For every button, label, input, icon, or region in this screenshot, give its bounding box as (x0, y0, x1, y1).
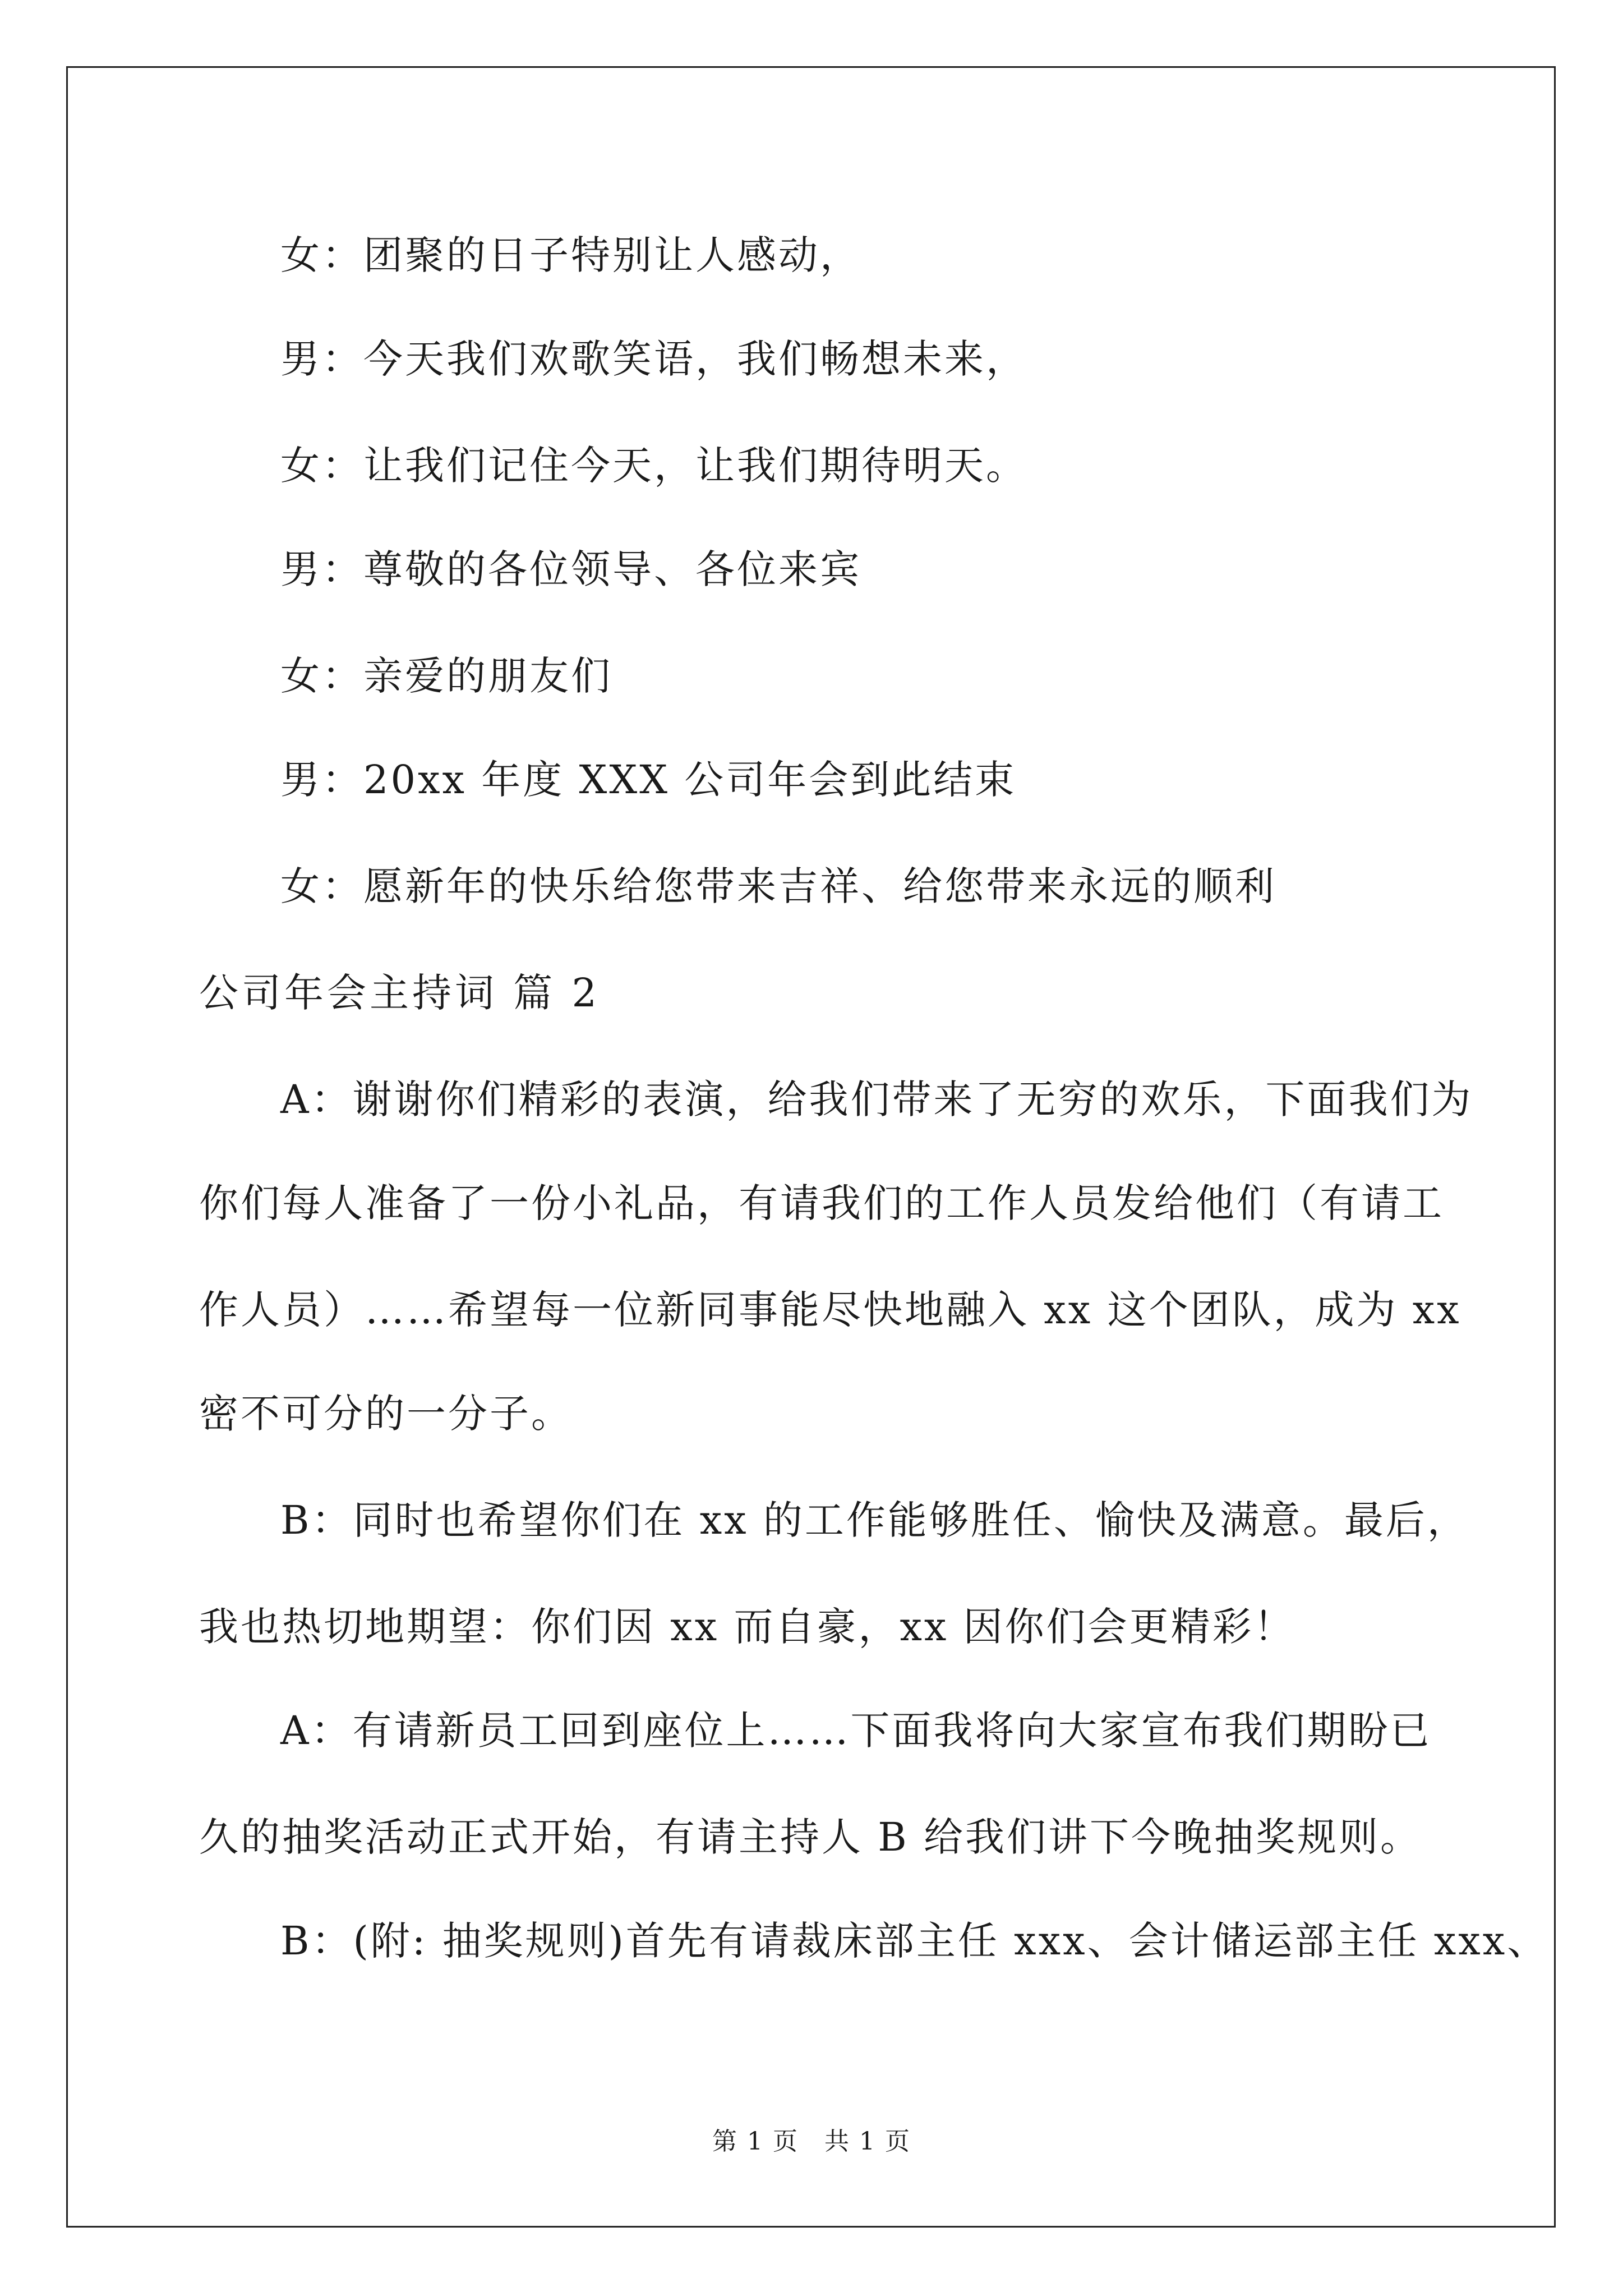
dialogue-line: 男：尊敬的各位领导、各位来宾 (280, 546, 861, 592)
dialogue-line: 女：愿新年的快乐给您带来吉祥、给您带来永远的顺利 (280, 863, 1276, 909)
paragraph-line: 我也热切地期望：你们因 xx 而自豪，xx 因你们会更精彩！ (199, 1604, 1295, 1650)
paragraph-line: 你们每人准备了一份小礼品，有请我们的工作人员发给他们（有请工 (199, 1180, 1444, 1226)
page-border (66, 66, 1556, 2228)
dialogue-line: 女：团聚的日子特别让人感动， (280, 232, 861, 278)
paragraph-line: 密不可分的一分子。 (199, 1391, 573, 1437)
paragraph-line: A：谢谢你们精彩的表演，给我们带来了无穷的欢乐，下面我们为 (280, 1076, 1473, 1122)
dialogue-line: 女：亲爱的朋友们 (280, 653, 612, 699)
section-heading: 公司年会主持词 篇 2 (199, 970, 601, 1016)
paragraph-line: 作人员）……希望每一位新同事能尽快地融入 xx 这个团队，成为 xx (199, 1287, 1461, 1333)
paragraph-line: B：同时也希望你们在 xx 的工作能够胜任、愉快及满意。最后， (280, 1497, 1469, 1543)
dialogue-line: 男：今天我们欢歌笑语，我们畅想未来， (280, 336, 1027, 382)
dialogue-line: 男：20xx 年度 XXX 公司年会到此结束 (280, 757, 1017, 803)
paragraph-line: A：有请新员工回到座位上……下面我将向大家宣布我们期盼已 (280, 1708, 1432, 1754)
page-footer: 第 1 页 共 1 页 (712, 2127, 911, 2156)
paragraph-line: B：(附: 抽奖规则)首先有请裁床部主任 xxx、会计储运部主任 xxx、 (280, 1918, 1549, 1964)
dialogue-line: 女：让我们记住今天，让我们期待明天。 (280, 443, 1027, 489)
paragraph-line: 久的抽奖活动正式开始，有请主持人 B 给我们讲下今晚抽奖规则。 (199, 1814, 1422, 1860)
